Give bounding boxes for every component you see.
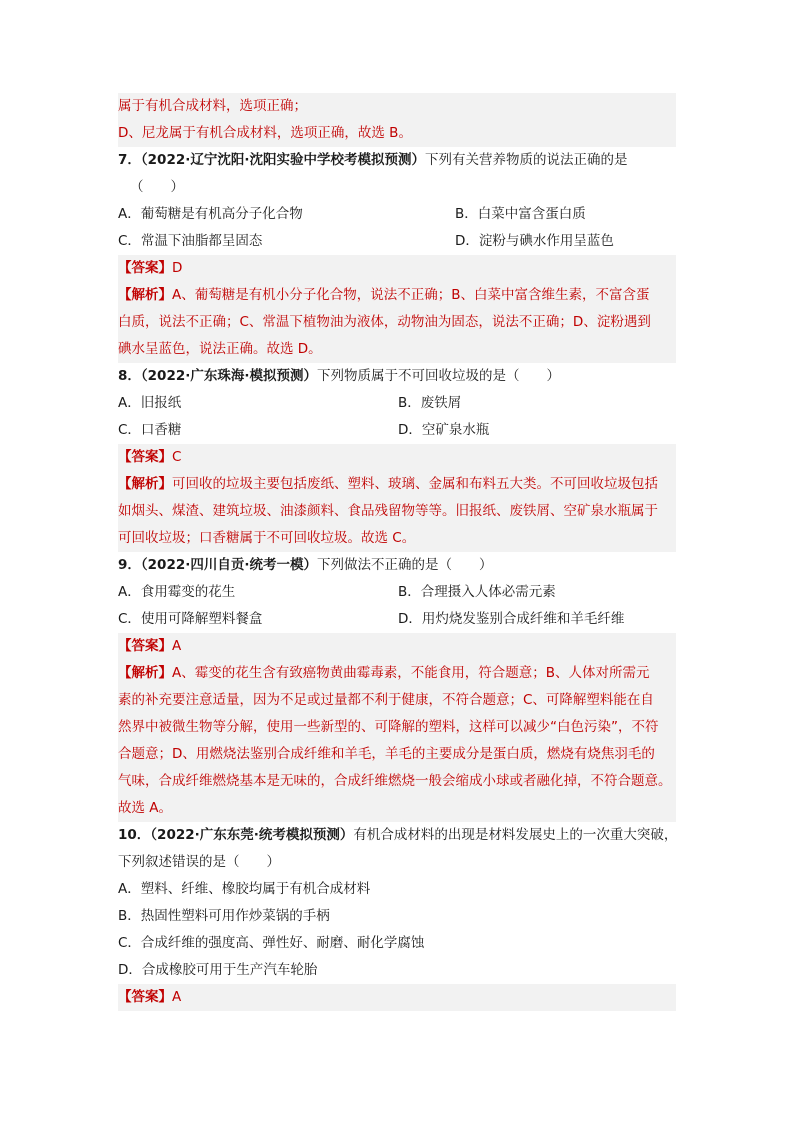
answer-tag: 【答案】 bbox=[118, 638, 172, 654]
question-text-continued: 下列叙述错误的是（ ） bbox=[118, 854, 280, 870]
option-d: D．空矿泉水瓶 bbox=[398, 422, 490, 438]
question-number: 7． bbox=[118, 152, 141, 168]
options-row bbox=[118, 579, 676, 606]
option-c: C．常温下油脂都呈固态 bbox=[118, 233, 263, 249]
question-text: 有机合成材料的出现是材料发展史上的一次重大突破， bbox=[353, 827, 678, 843]
option-c: C．合成纤维的强度高、弹性好、耐磨、耐化学腐蚀 bbox=[118, 935, 425, 951]
analysis-line: 如烟头、煤渣、建筑垃圾、油漆颜料、食品残留物等等。旧报纸、废铁屑、空矿泉水瓶属于 bbox=[118, 498, 676, 525]
question-source: （2022·广东珠海·模拟预测） bbox=[140, 368, 317, 384]
prev-explanation-line: 属于有机合成材料，选项正确； bbox=[118, 93, 676, 120]
answer-line bbox=[118, 255, 676, 282]
analysis-line: 碘水呈蓝色，说法正确。故选 D。 bbox=[118, 336, 676, 363]
option-a: A．食用霉变的花生 bbox=[118, 584, 236, 600]
analysis-line bbox=[118, 660, 676, 687]
analysis-line bbox=[118, 282, 676, 309]
analysis-tag: 【解析】 bbox=[118, 287, 172, 303]
question-source: （2022·广东东莞·统考模拟预测） bbox=[150, 827, 354, 843]
answer-value: D bbox=[172, 260, 183, 276]
analysis-line: 故选 A。 bbox=[118, 795, 676, 822]
options-row bbox=[118, 201, 676, 228]
question-number: 9． bbox=[118, 557, 141, 573]
option-a: A．旧报纸 bbox=[118, 395, 182, 411]
option-c: C．口香糖 bbox=[118, 422, 182, 438]
analysis-tag: 【解析】 bbox=[118, 476, 172, 492]
document-page bbox=[118, 93, 676, 1011]
analysis-text: 可回收的垃圾主要包括废纸、塑料、玻璃、金属和布料五大类。不可回收垃圾包括 bbox=[172, 476, 658, 492]
options-row bbox=[118, 228, 676, 255]
option-c: C．使用可降解塑料餐盒 bbox=[118, 611, 263, 627]
answer-line bbox=[118, 444, 676, 471]
analysis-line: 素的补充要注意适量，因为不足或过量都不利于健康，不符合题意；C、可降解塑料能在自 bbox=[118, 687, 676, 714]
option-b: B．热固性塑料可用作炒菜锅的手柄 bbox=[118, 908, 330, 924]
question-7-stem bbox=[118, 147, 676, 174]
option-b: B．废铁屑 bbox=[398, 395, 462, 411]
analysis-tag: 【解析】 bbox=[118, 665, 172, 681]
analysis-text: A、葡萄糖是有机小分子化合物，说法不正确；B、白菜中富含维生素，不富含蛋 bbox=[172, 287, 650, 303]
answer-value: A bbox=[172, 638, 182, 654]
options-row bbox=[118, 417, 676, 444]
option-b: B．合理摄入人体必需元素 bbox=[398, 584, 556, 600]
question-10-stem bbox=[118, 822, 676, 849]
analysis-line: 白质，说法不正确；C、常温下植物油为液体，动物油为固态，说法不正确；D、淀粉遇到 bbox=[118, 309, 676, 336]
analysis-text: A、霉变的花生含有致癌物黄曲霉毒素，不能食用，符合题意；B、人体对所需元 bbox=[172, 665, 650, 681]
options-row bbox=[118, 390, 676, 417]
question-number: 10． bbox=[118, 827, 151, 843]
answer-value: A bbox=[172, 989, 182, 1005]
question-text: 下列做法不正确的是（ ） bbox=[317, 557, 493, 573]
analysis-line: 可回收垃圾；口香糖属于不可回收垃圾。故选 C。 bbox=[118, 525, 676, 552]
option-a: A．葡萄糖是有机高分子化合物 bbox=[118, 206, 303, 222]
question-bracket: （ ） bbox=[130, 179, 184, 195]
option-d: D．淀粉与碘水作用呈蓝色 bbox=[455, 233, 614, 249]
option-d: D．用灼烧发鉴别合成纤维和羊毛纤维 bbox=[398, 611, 625, 627]
answer-line bbox=[118, 984, 676, 1011]
answer-value: C bbox=[172, 449, 182, 465]
question-9-stem bbox=[118, 552, 676, 579]
answer-tag: 【答案】 bbox=[118, 449, 172, 465]
analysis-line: 气味，合成纤维燃烧基本是无味的，合成纤维燃烧一般会缩成小球或者融化掉，不符合题意。 bbox=[118, 768, 676, 795]
question-text: 下列物质属于不可回收垃圾的是（ ） bbox=[317, 368, 560, 384]
answer-tag: 【答案】 bbox=[118, 260, 172, 276]
question-source: （2022·辽宁沈阳·沈阳实验中学校考模拟预测） bbox=[140, 152, 425, 168]
analysis-line bbox=[118, 471, 676, 498]
answer-tag: 【答案】 bbox=[118, 989, 172, 1005]
question-number: 8． bbox=[118, 368, 141, 384]
option-a: A．塑料、纤维、橡胶均属于有机合成材料 bbox=[118, 881, 371, 897]
analysis-line: 合题意；D、用燃烧法鉴别合成纤维和羊毛，羊毛的主要成分是蛋白质，燃烧有烧焦羽毛的 bbox=[118, 741, 676, 768]
analysis-line: 然界中被微生物等分解，使用一些新型的、可降解的塑料，这样可以减少“白色污染”，不符 bbox=[118, 714, 676, 741]
answer-line bbox=[118, 633, 676, 660]
prev-explanation-line: D、尼龙属于有机合成材料，选项正确，故选 B。 bbox=[118, 120, 676, 147]
question-source: （2022·四川自贡·统考一模） bbox=[140, 557, 317, 573]
option-b: B．白菜中富含蛋白质 bbox=[455, 206, 586, 222]
question-text: 下列有关营养物质的说法正确的是 bbox=[425, 152, 628, 168]
options-row bbox=[118, 606, 676, 633]
option-d: D．合成橡胶可用于生产汽车轮胎 bbox=[118, 962, 318, 978]
question-8-stem bbox=[118, 363, 676, 390]
